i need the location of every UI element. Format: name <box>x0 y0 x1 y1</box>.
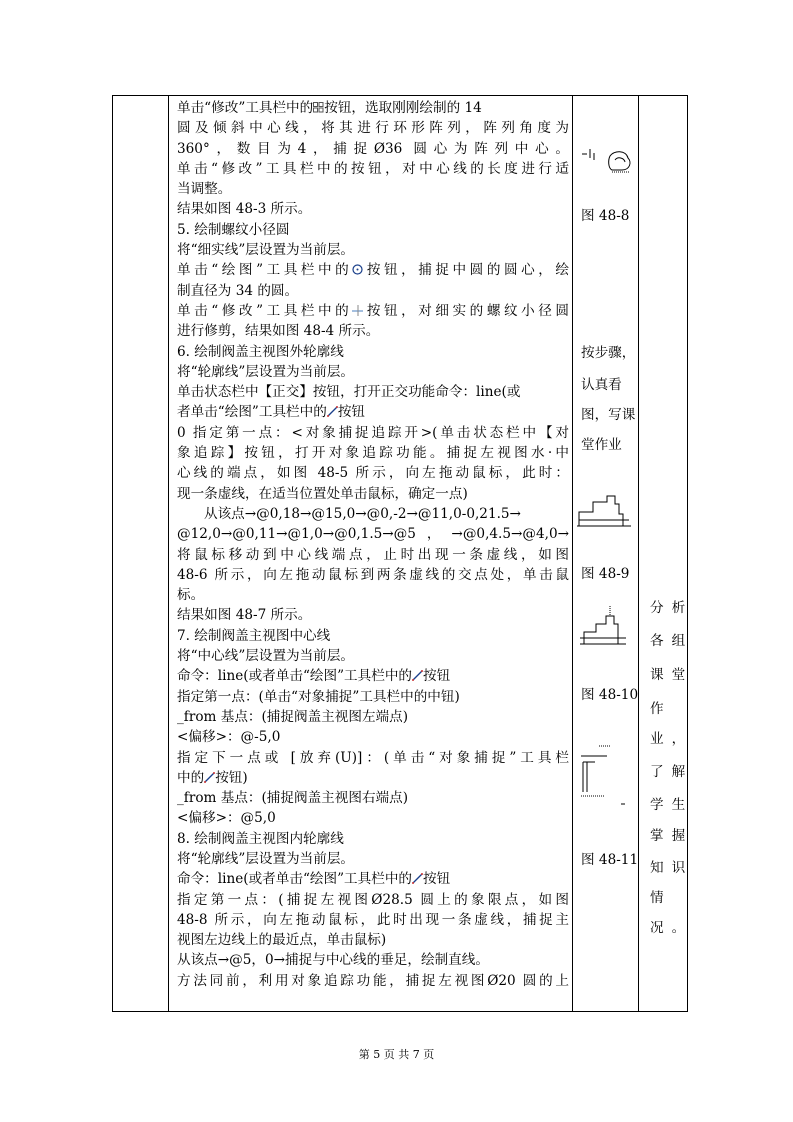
procedure-line-text: 按钮，选取刚刚绘制的 14 <box>324 100 482 116</box>
line-icon <box>412 871 423 887</box>
procedure-line: 360°，数目为4，捕捉Ø36 圆心为阵列中心。 <box>177 140 569 157</box>
procedure-line-text: 按钮) <box>215 769 248 786</box>
procedure-line: 将“细实线”层设置为当前层。 <box>177 242 355 259</box>
procedure-line: 48-6 所示，向左拖动鼠标到两条虚线的交点处，单击鼠 <box>177 566 569 583</box>
evaluation-line: 作 <box>650 701 672 717</box>
evaluation-line: 情 <box>650 890 672 906</box>
procedure-line <box>177 98 575 118</box>
procedure-line: 将鼠标移动到中心线端点，止时出现一条虚线，如图 <box>177 546 569 563</box>
evaluation-line: 分析 <box>650 600 694 616</box>
procedure-line: 视图左边线上的最近点，单击鼠标) <box>177 932 387 949</box>
procedure-line-text: 按钮 <box>337 404 366 421</box>
evaluation-line: 掌握 <box>650 828 694 844</box>
figure-column <box>572 96 638 1011</box>
procedure-line-text: 按钮 <box>423 668 451 685</box>
procedure-line-text: 者单击“绘图”工具栏中的 <box>177 404 327 421</box>
procedure-line: 从该点→@0,18→@15,0→@0,-2→@11,0-0,21.5→ <box>204 505 521 522</box>
procedure-line: 7. 绘制阀盖主视图中心线 <box>177 627 331 644</box>
figure-48-11-caption: 图 48-11 <box>581 852 639 868</box>
figure-48-8-thumbnail <box>582 146 634 180</box>
procedure-line: <偏移>：@-5,0 <box>177 729 281 746</box>
procedure-line: 0 指定第一点：<对象捕捉追踪开>(单击状态栏中【对 <box>177 424 569 441</box>
procedure-line: 圆及倾斜中心线，将其进行环形阵列，阵列角度为 <box>177 120 569 137</box>
figure-48-10-caption: 图 48-10 <box>581 687 639 703</box>
procedure-line: 单击“修改”工具栏中的按钮，对中心线的长度进行适 <box>177 160 569 177</box>
procedure-line: 将“轮廓线”层设置为当前层。 <box>177 850 355 867</box>
procedure-line: <偏移>：@5,0 <box>177 810 276 827</box>
evaluation-line: 况。 <box>650 920 694 936</box>
figure-48-9-caption: 图 48-9 <box>581 566 630 582</box>
page-footer: 第 5 页 共 7 页 <box>358 1048 435 1061</box>
trim-icon <box>352 303 363 319</box>
procedure-line-text: 按钮，捕捉中圆的圆心，绘 <box>363 262 569 279</box>
procedure-line-text: 命令：line(或者单击“绘图”工具栏中的 <box>177 668 413 685</box>
procedure-line-text: 中的 <box>177 769 205 786</box>
array-icon <box>313 100 324 116</box>
procedure-line: 从该点→@5，0→捕捉与中心线的垂足，绘制直线。 <box>177 952 489 969</box>
procedure-line: _from 基点：(捕捉阀盖主视图右端点) <box>177 790 409 807</box>
procedure-line: 制直径为 34 的圆。 <box>177 282 299 299</box>
evaluation-line: 知识 <box>650 860 694 876</box>
procedure-line: 方法同前，利用对象追踪功能，捕捉左视图Ø20 圆的上 <box>177 972 569 989</box>
procedure-line: 当调整。 <box>177 181 232 198</box>
procedure-line: 指定第一点：(捕捉左视图Ø28.5 圆上的象限点，如图 <box>177 891 569 908</box>
figure-48-10-thumbnail <box>580 604 630 654</box>
procedure-line <box>177 382 575 402</box>
instruction-line: 图，写课 <box>581 407 636 423</box>
figure-48-8-caption: 图 48-8 <box>581 208 630 224</box>
procedure-line <box>177 260 569 280</box>
procedure-line: _from 基点：(捕捉阀盖主视图左端点) <box>177 708 409 725</box>
procedure-line: 将“中心线”层设置为当前层。 <box>177 648 355 665</box>
procedure-line-text: 命令：line(或者单击“绘图”工具栏中的 <box>177 871 413 888</box>
procedure-line: 指定下一点或 [放弃(U)]：(单击“对象捕捉”工具栏 <box>177 749 569 766</box>
procedure-line: 结果如图 48-7 所示。 <box>177 607 312 624</box>
evaluation-line: 各组 <box>650 633 694 649</box>
instruction-line: 认真看 <box>581 377 622 393</box>
procedure-line-text: 单击“修改”工具栏中的 <box>177 100 314 116</box>
procedure-line: 象追踪】按钮，打开对象追踪功能。捕捉左视图水·中 <box>177 445 569 462</box>
procedure-line: 结果如图 48-3 所示。 <box>177 201 312 218</box>
procedure-line-text: 单击“绘图”工具栏中的 <box>177 262 353 279</box>
procedure-line: 标。 <box>177 587 205 604</box>
column-divider <box>168 96 169 1011</box>
evaluation-line: 课堂 <box>650 667 694 683</box>
figure-48-11-thumbnail <box>577 732 629 812</box>
procedure-line: 进行修剪，结果如图 48-4 所示。 <box>177 323 380 340</box>
line-icon <box>327 404 338 420</box>
procedure-line <box>177 402 575 422</box>
procedure-line <box>177 301 569 321</box>
evaluation-line: 了解 <box>650 764 694 780</box>
procedure-line <box>177 869 575 889</box>
lesson-table <box>112 95 694 1012</box>
procedure-line: 指定第一点：(单击“对象捕捉”工具栏中的中钮) <box>177 688 460 705</box>
instruction-line: 堂作业 <box>581 437 622 453</box>
procedure-line: 将“轮廓线”层设置为当前层。 <box>177 363 355 380</box>
line-icon <box>412 668 423 684</box>
procedure-line: 48-8 所示，向左拖动鼠标，此时出现一条虚线，捕捉主 <box>177 911 569 928</box>
figure-48-9-thumbnail <box>577 492 633 530</box>
procedure-line: @12,0→@0,11→@1,0→@0,1.5→@5，→@0,4.5→@4,0→ <box>177 526 569 543</box>
procedure-line-text: 按钮 <box>423 871 451 888</box>
evaluation-column <box>638 96 694 1011</box>
evaluation-line: 学生 <box>650 797 694 813</box>
instruction-line: 按步骤， <box>581 345 636 361</box>
procedure-line <box>177 768 575 788</box>
procedure-line: 心线的端点，如图 48-5 所示，向左拖动鼠标，此时： <box>177 465 569 482</box>
procedure-line-text: 单击状态栏中【正交】按钮，打开正交功能命令：line(或 <box>177 384 521 401</box>
procedure-line: 5. 绘制螺纹小径圆 <box>177 221 290 238</box>
line-icon <box>204 770 215 786</box>
procedure-line: 8. 绘制阀盖主视图内轮廓线 <box>177 830 344 847</box>
procedure-line-text: 按钮，对细实的螺纹小径圆 <box>363 302 569 319</box>
evaluation-line: 业， <box>650 731 694 747</box>
procedure-text-column <box>175 98 575 991</box>
procedure-line-text: 单击“修改”工具栏中的 <box>177 302 353 319</box>
procedure-line: 现一条虚线，在适当位置处单击鼠标，确定一点) <box>177 485 468 502</box>
procedure-line <box>177 666 575 686</box>
circle-icon <box>352 262 363 278</box>
procedure-line: 6. 绘制阀盖主视图外轮廓线 <box>177 343 344 360</box>
